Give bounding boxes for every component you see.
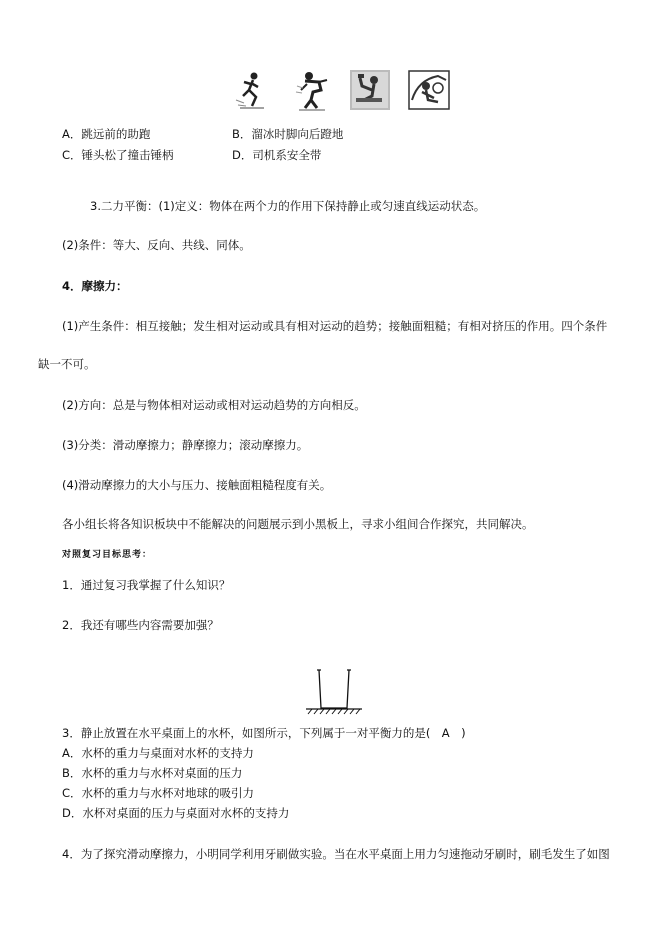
reflection-question-2: 2．我还有哪些内容需要加强？ bbox=[62, 618, 219, 632]
friction-types: (3)分类：滑动摩擦力；静摩擦力；滚动摩擦力。 bbox=[62, 438, 309, 452]
group-instruction: 各小组长将各知识板块中不能解决的问题展示到小黑板上，寻求小组间合作探究，共同解决。 bbox=[62, 517, 534, 531]
skater-picture bbox=[295, 70, 331, 112]
q4-stem: 4．为了探究滑动摩擦力，小明同学利用牙刷做实验。当在水平桌面上用力匀速拖动牙刷时，刷毛发生了如图 bbox=[62, 847, 610, 861]
q3-option-a: A．水杯的重力与桌面对水杯的支持力 bbox=[62, 746, 254, 760]
friction-direction: (2)方向：总是与物体相对运动或相对运动趋势的方向相反。 bbox=[62, 398, 366, 412]
two-force-balance-definition: 3.二力平衡：(1)定义：物体在两个力的作用下保持静止或匀速直线运动状态。 bbox=[90, 199, 486, 213]
reflection-question-1: 1．通过复习我掌握了什么知识？ bbox=[62, 578, 231, 592]
driver-seatbelt-picture bbox=[408, 70, 450, 110]
long-jump-runup-picture bbox=[232, 70, 272, 112]
q2-option-b: B．溜冰时脚向后蹬地 bbox=[232, 127, 344, 141]
q2-option-c: C．锤头松了撞击锤柄 bbox=[62, 148, 174, 162]
hammer-picture bbox=[350, 70, 390, 110]
q2-option-a: A．跳远前的助跑 bbox=[62, 127, 151, 141]
cup-on-table-figure bbox=[304, 666, 364, 718]
reflection-heading: 对照复习目标思考： bbox=[62, 550, 153, 560]
q3-stem: 3．静止放置在水平桌面上的水杯，如图所示，下列属于一对平衡力的是( A ) bbox=[62, 726, 466, 740]
q3-option-d: D．水杯对桌面的压力与桌面对水杯的支持力 bbox=[62, 806, 290, 820]
q3-option-b: B．水杯的重力与水杯对桌面的压力 bbox=[62, 766, 243, 780]
friction-conditions-line2: 缺一不可。 bbox=[38, 357, 96, 371]
sliding-friction-factors: (4)滑动摩擦力的大小与压力、接触面粗糙程度有关。 bbox=[62, 478, 332, 492]
q3-option-c: C．水杯的重力与水杯对地球的吸引力 bbox=[62, 786, 255, 800]
two-force-balance-conditions: (2)条件：等大、反向、共线、同体。 bbox=[62, 238, 251, 252]
q2-option-d: D．司机系安全带 bbox=[232, 148, 322, 162]
friction-heading: 4．摩擦力： bbox=[62, 279, 128, 293]
friction-conditions-line1: (1)产生条件：相互接触；发生相对运动或具有相对运动的趋势；接触面粗糙；有相对挤压的作用。四个条件 bbox=[62, 319, 608, 333]
